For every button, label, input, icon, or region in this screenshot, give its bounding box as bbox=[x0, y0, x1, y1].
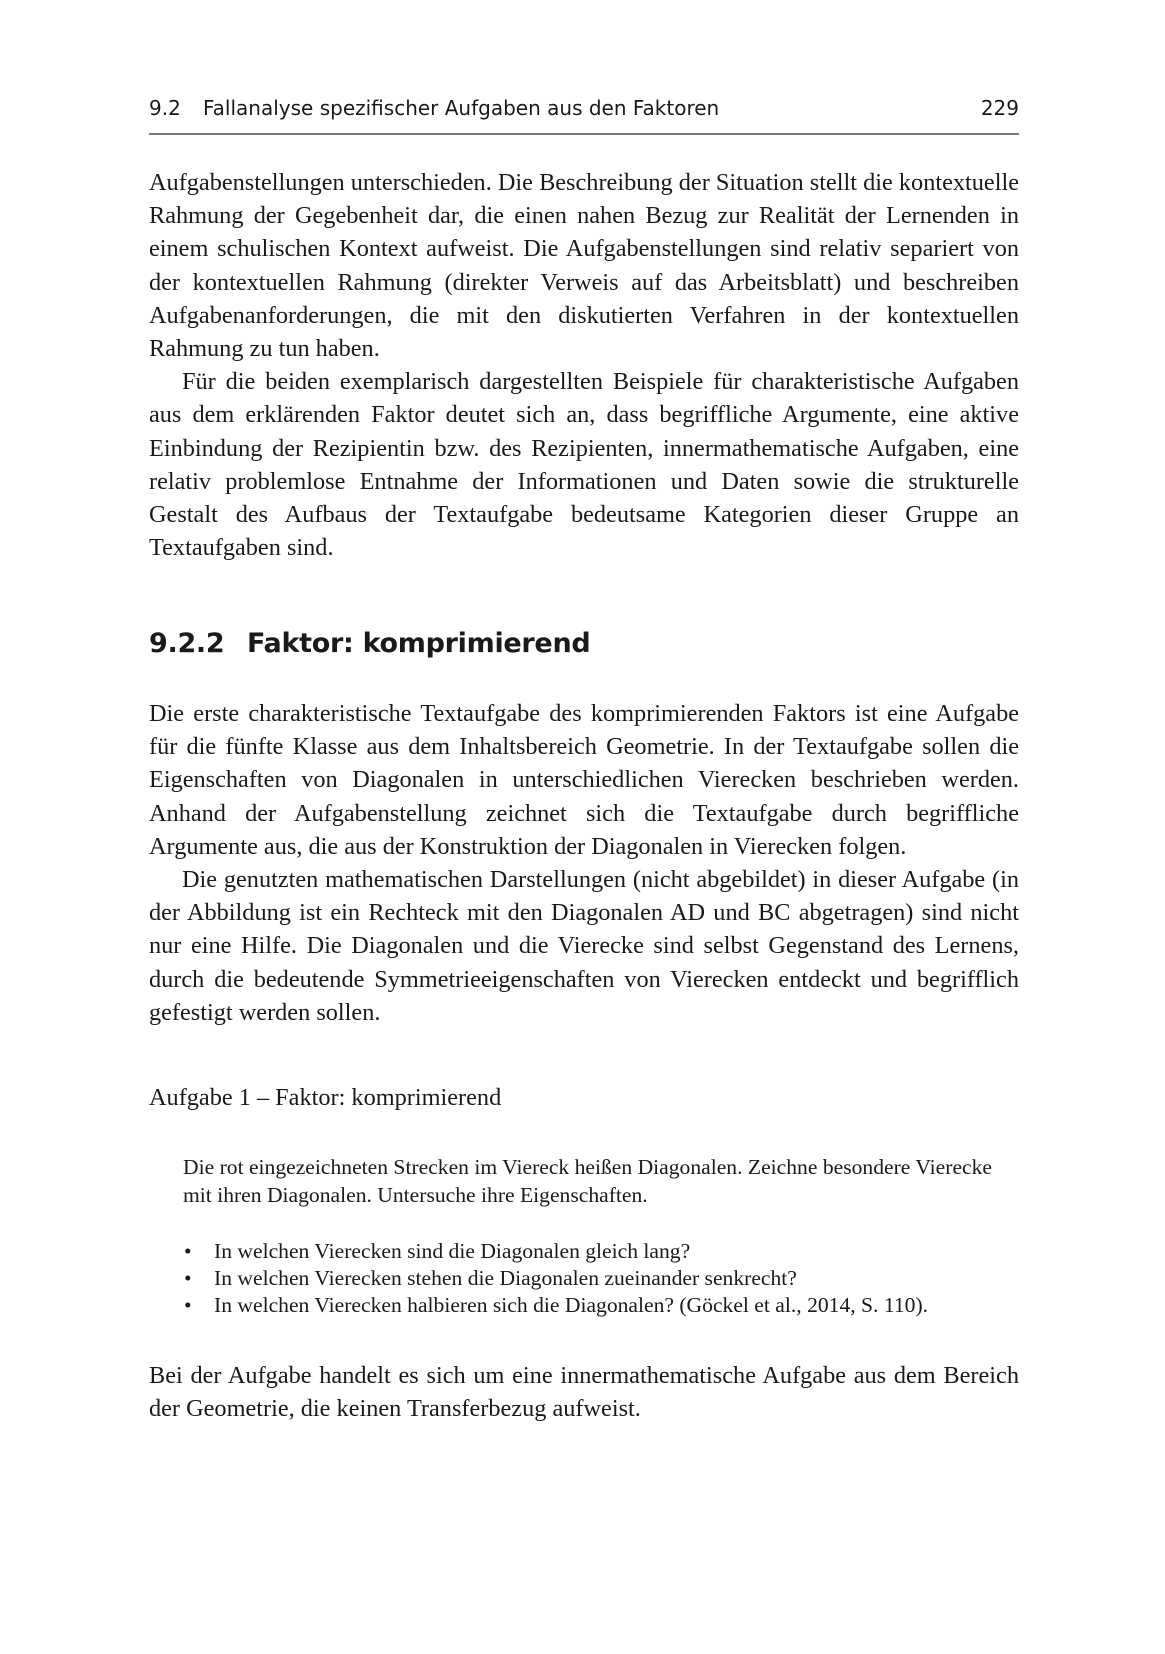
header-rule bbox=[149, 133, 1019, 135]
section-title: Faktor: komprimierend bbox=[247, 628, 591, 659]
section-heading bbox=[149, 628, 590, 659]
bullet-icon: • bbox=[184, 1266, 192, 1290]
text-block-1 bbox=[149, 166, 1019, 564]
paragraph: Bei der Aufgabe handelt es sich um eine innermathematische Aufgabe aus dem Bereich der Geometrie, die keinen Transferbezug aufweist. bbox=[149, 1362, 1019, 1423]
paragraph: Aufgabenstellungen unterschieden. Die Beschreibung der Situation stellt die kontextuelle Rahmung der Gegebenheit dar, die einen nahen Bezug zur Realität der Lernenden in einem schulischen Kontext aufweist. Die Aufgabenstellungen sind relativ separiert von der kontextuellen Rahmung (direkter Verweis auf das Arbeitsblatt) und beschreiben Aufgabenanforderungen, die mit den diskutierten Verfahren in der kontextuellen Rahmung zu tun haben. bbox=[149, 169, 1019, 363]
bullet-icon: • bbox=[184, 1293, 192, 1317]
list-item bbox=[183, 1238, 1013, 1265]
running-header bbox=[149, 96, 1019, 126]
paragraph: Die erste charakteristische Textaufgabe des komprimierenden Faktors ist eine Aufgabe für die fünfte Klasse aus dem Inhaltsbereich Geometrie. In der Textaufgabe sollen die Eigenschaften von Diagonalen in unterschiedlichen Vierecken beschrieben werden. Anhand der Aufgabenstellung zeichnet sich die Textaufgabe durch begriffliche Argumente aus, die aus der Konstruktion der Diagonalen in Vierecken folgen. bbox=[149, 700, 1019, 860]
question-text: In welchen Vierecken stehen die Diagonalen zueinander senkrecht? bbox=[214, 1266, 797, 1290]
list-item bbox=[183, 1292, 1013, 1319]
task-question-list bbox=[183, 1238, 1013, 1319]
question-text: In welchen Vierecken sind die Diagonalen gleich lang? bbox=[214, 1239, 691, 1263]
task-caption: Aufgabe 1 – Faktor: komprimierend bbox=[149, 1084, 502, 1111]
text-block-2 bbox=[149, 697, 1019, 1029]
paragraph: Die genutzten mathematischen Darstellungen (nicht abgebildet) in dieser Aufgabe (in der Abbildung ist ein Rechteck mit den Diagonalen AD und BC abgetragen) sind nicht nur eine Hilfe. Die Diagonalen und die Vierecke sind selbst Gegenstand des Lernens, durch die bedeutende Symmetrieeigenschaften von Vierecken entdeckt und begrifflich gefestigt werden sollen. bbox=[149, 866, 1019, 1026]
text-block-3 bbox=[149, 1359, 1019, 1425]
paragraph: Für die beiden exemplarisch dargestellten Beispiele für charakteristische Aufgaben aus dem erklärenden Faktor deutet sich an, dass begriffliche Argumente, eine aktive Einbindung der Rezipientin bzw. des Rezipienten, innermathematische Aufgaben, eine relativ problemlose Entnahme der Informationen und Daten sowie die strukturelle Gestalt des Aufbaus der Textaufgabe bedeutsame Kategorien dieser Gruppe an Textaufgaben sind. bbox=[149, 368, 1019, 562]
bullet-icon: • bbox=[184, 1239, 192, 1263]
header-section-title: Fallanalyse spezifischer Aufgaben aus den Faktoren bbox=[203, 96, 720, 120]
section-number: 9.2.2 bbox=[149, 628, 225, 659]
task-quote bbox=[183, 1153, 1013, 1317]
page-number: 229 bbox=[980, 96, 1019, 120]
question-text: In welchen Vierecken halbieren sich die Diagonalen? (Göckel et al., 2014, S. 110). bbox=[214, 1293, 929, 1317]
header-section-number: 9.2 bbox=[149, 96, 181, 120]
task-intro: Die rot eingezeichneten Strecken im Viereck heißen Diagonalen. Zeichne besondere Vierecke mit ihren Diagonalen. Untersuche ihre Eigenschaften. bbox=[183, 1155, 993, 1207]
list-item bbox=[183, 1265, 1013, 1292]
